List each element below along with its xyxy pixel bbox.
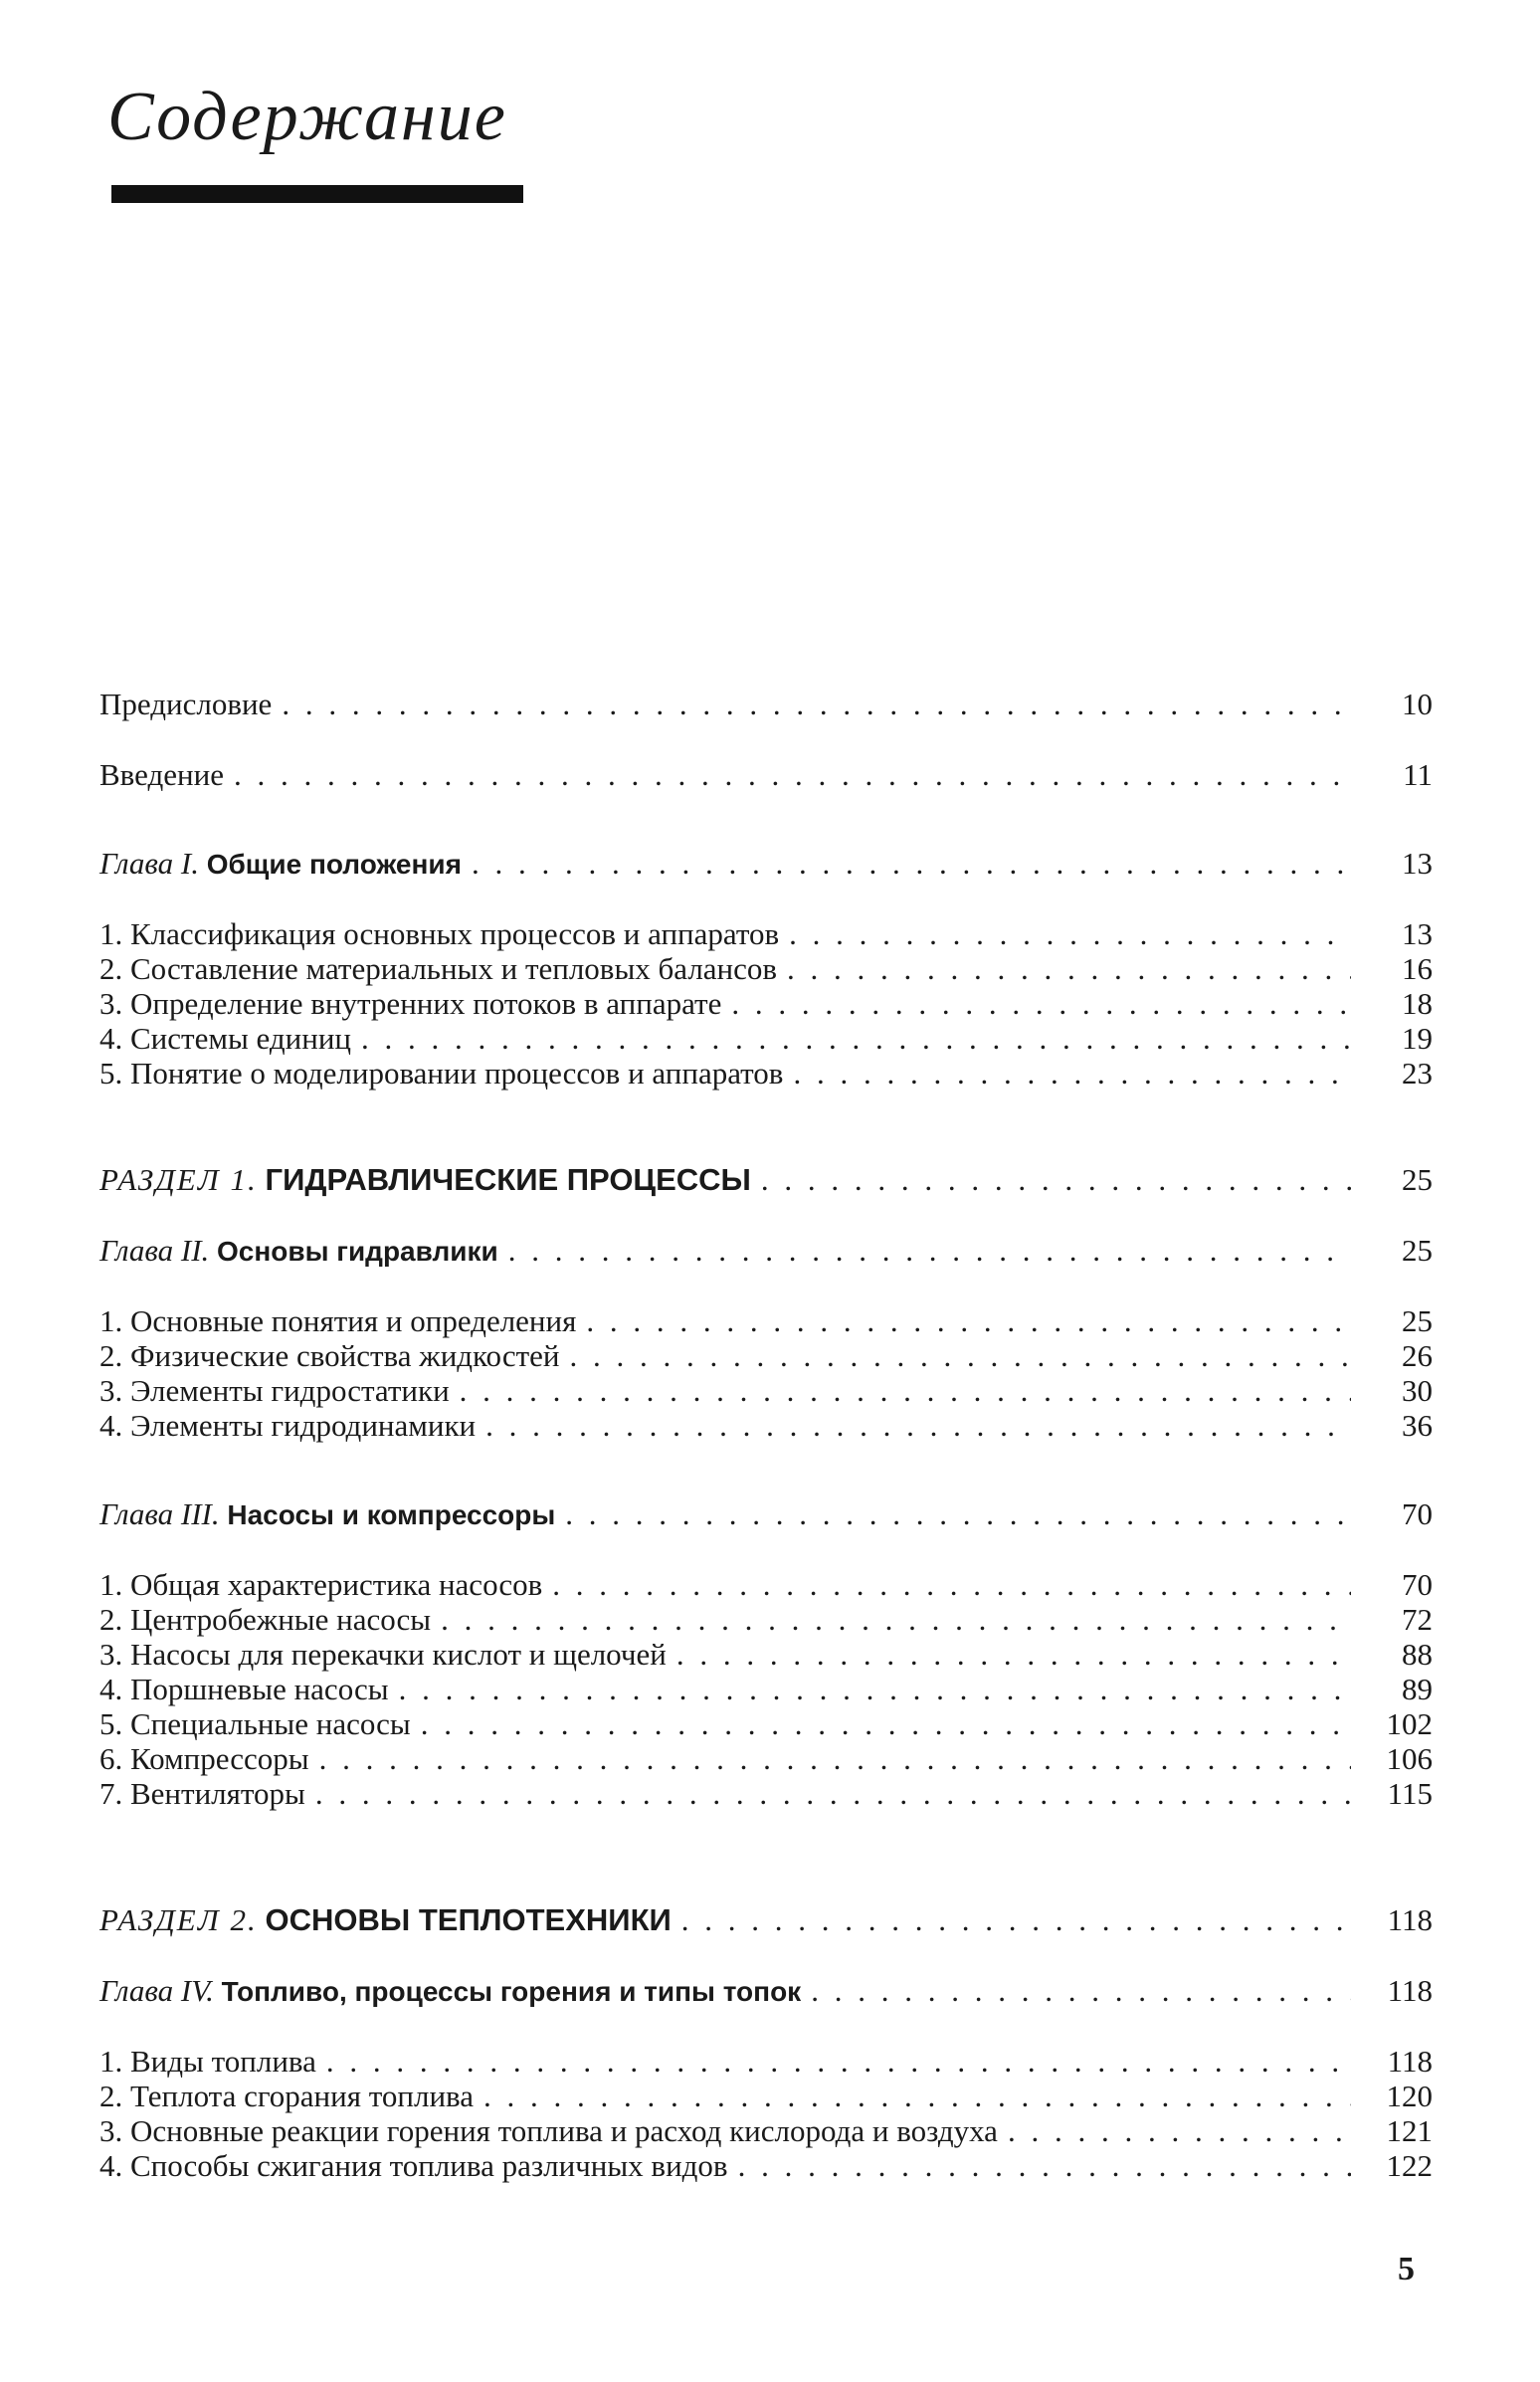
item-page: 25 [1402,1303,1433,1338]
toc-chapter-1[interactable] [99,846,1433,881]
table-of-contents [99,687,1433,2183]
item-title: 3. Основные реакции горения топлива и расход кислорода и воздуха [99,2113,998,2148]
dot-leader [399,1672,1351,1706]
dot-leader [552,1567,1351,1602]
dot-leader [789,916,1351,951]
dot-leader [326,2044,1351,2079]
dot-leader [565,1496,1351,1531]
entry-page: 118 [1387,1902,1433,1937]
chapter-label: Глава I. [99,846,199,881]
item-page: 102 [1386,1706,1433,1741]
toc-item[interactable] [99,1706,1433,1741]
item-title: 4. Системы единиц [99,1021,352,1056]
item-title: 7. Вентиляторы [99,1776,305,1811]
dot-leader [315,1776,1351,1811]
toc-item[interactable] [99,2148,1433,2183]
entry-page: 25 [1402,1162,1433,1197]
item-title: 2. Теплота сгорания топлива [99,2079,475,2113]
item-title: 2. Физические свойства жидкостей [99,1338,560,1373]
toc-section-2[interactable] [99,1902,1433,1937]
toc-item[interactable] [99,2113,1433,2148]
item-title: 3. Определение внутренних потоков в аппарате [99,986,722,1021]
item-page: 23 [1402,1056,1433,1091]
dot-leader [731,986,1351,1021]
item-title: 4. Поршневые насосы [99,1672,389,1706]
item-title: 1. Основные понятия и определения [99,1303,577,1338]
dot-leader [319,1741,1351,1776]
dot-leader [421,1706,1351,1741]
toc-item[interactable] [99,1056,1433,1091]
dot-leader [738,2148,1351,2183]
toc-item[interactable] [99,1021,1433,1056]
item-title: 3. Насосы для перекачки кислот и щелочей [99,1637,667,1672]
item-title: 4. Элементы гидродинамики [99,1408,477,1443]
toc-item[interactable] [99,2079,1433,2113]
toc-entry-preface[interactable] [99,687,1433,721]
dot-leader [761,1162,1351,1197]
toc-item[interactable] [99,1741,1433,1776]
dot-leader [361,1021,1351,1056]
item-title: 4. Способы сжигания топлива различных видов [99,2148,728,2183]
item-page: 121 [1386,2113,1433,2148]
toc-item[interactable] [99,1303,1433,1338]
item-title: 6. Компрессоры [99,1741,309,1776]
item-page: 120 [1386,2079,1433,2113]
dot-leader [234,757,1351,792]
item-page: 122 [1386,2148,1433,2183]
toc-item[interactable] [99,1637,1433,1672]
entry-title: Введение [99,757,224,792]
chapter-label: Глава III. [99,1496,220,1531]
chapter-name: Основы гидравлики [217,1236,498,1267]
dot-leader [441,1602,1351,1637]
entry-page: 13 [1402,846,1433,881]
toc-chapter-4[interactable] [99,1973,1433,2008]
dot-leader [483,2079,1351,2113]
item-page: 30 [1402,1373,1433,1408]
item-title: 1. Общая характеристика насосов [99,1567,543,1602]
item-page: 70 [1402,1567,1433,1602]
section-name: ГИДРАВЛИЧЕСКИЕ ПРОЦЕССЫ [265,1162,751,1197]
dot-leader [485,1408,1351,1443]
section-label: РАЗДЕЛ 1. [99,1162,258,1197]
dot-leader [1008,2113,1351,2148]
section-name: ОСНОВЫ ТЕПЛОТЕХНИКИ [265,1902,672,1937]
chapter-label: Глава IV. [99,1973,214,2008]
toc-item[interactable] [99,1776,1433,1811]
dot-leader [811,1973,1351,2008]
entry-page: 118 [1387,1973,1433,2008]
entry-page: 11 [1403,757,1433,792]
toc-chapter-2[interactable] [99,1233,1433,1268]
toc-entry-intro[interactable] [99,757,1433,792]
chapter-name: Топливо, процессы горения и типы топок [221,1976,802,2007]
item-title: 3. Элементы гидростатики [99,1373,450,1408]
dot-leader [681,1902,1351,1937]
item-page: 88 [1402,1637,1433,1672]
chapter-label: Глава II. [99,1233,210,1268]
toc-item[interactable] [99,986,1433,1021]
item-title: 5. Специальные насосы [99,1706,411,1741]
item-page: 13 [1402,916,1433,951]
dot-leader [676,1637,1351,1672]
item-page: 18 [1402,986,1433,1021]
section-label: РАЗДЕЛ 2. [99,1902,258,1937]
item-page: 16 [1402,951,1433,986]
entry-page: 25 [1402,1233,1433,1268]
toc-item[interactable] [99,1338,1433,1373]
toc-item[interactable] [99,2044,1433,2079]
entry-title: Предисловие [99,687,273,721]
dot-leader [793,1056,1351,1091]
page-number: 5 [1398,2251,1415,2287]
item-title: 1. Виды топлива [99,2044,316,2079]
toc-item[interactable] [99,1567,1433,1602]
toc-item[interactable] [99,951,1433,986]
item-page: 118 [1387,2044,1433,2079]
page-title: Содержание [107,79,507,155]
toc-item[interactable] [99,1602,1433,1637]
item-page: 26 [1402,1338,1433,1373]
chapter-name: Насосы и компрессоры [227,1499,556,1530]
title-underline [111,185,523,203]
dot-leader [460,1373,1351,1408]
item-title: 5. Понятие о моделировании процессов и аппаратов [99,1056,784,1091]
dot-leader [472,846,1351,881]
dot-leader [586,1303,1351,1338]
toc-chapter-3[interactable] [99,1496,1433,1531]
dot-leader [282,687,1351,721]
dot-leader [569,1338,1351,1373]
item-page: 19 [1402,1021,1433,1056]
chapter-name: Общие положения [206,849,462,880]
item-page: 89 [1402,1672,1433,1706]
toc-item[interactable] [99,1373,1433,1408]
toc-section-1[interactable] [99,1162,1433,1197]
item-title: 2. Составление материальных и тепловых балансов [99,951,778,986]
dot-leader [787,951,1351,986]
item-title: 2. Центробежные насосы [99,1602,432,1637]
item-page: 36 [1402,1408,1433,1443]
item-page: 72 [1402,1602,1433,1637]
item-title: 1. Классификация основных процессов и аппаратов [99,916,780,951]
item-page: 106 [1386,1741,1433,1776]
toc-item[interactable] [99,1672,1433,1706]
entry-page: 70 [1402,1496,1433,1531]
item-page: 115 [1387,1776,1433,1811]
toc-item[interactable] [99,1408,1433,1443]
dot-leader [508,1233,1351,1268]
entry-page: 10 [1402,687,1433,721]
toc-item[interactable] [99,916,1433,951]
